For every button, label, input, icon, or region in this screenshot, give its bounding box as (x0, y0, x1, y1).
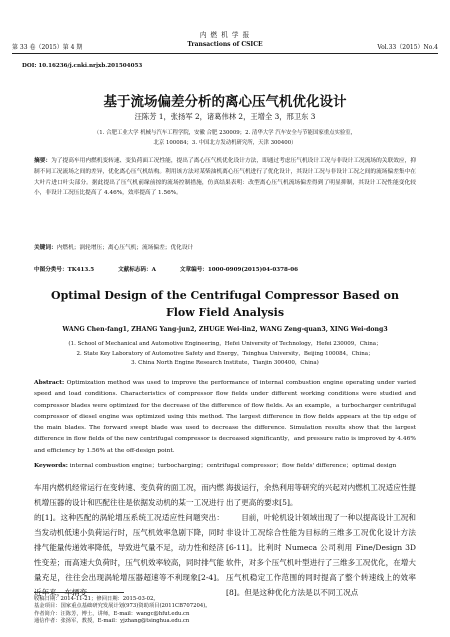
body-column-right: 海拔运行，余热利用等研究的兴起对内燃机工况适应性提出了更高的要求[5]。 目前，叶轮机设计领域出现了一种以提高设计工况和非设计工况综合性能为目标的三维多工况优化设计方法[6-11]。比利时 Numeca 公司利用 Fine/Design 3D 软件，对多个压气机叶型进行了三维多工况优化，在增大压气机稳定工作范围的同时提高了整个转速线上的效率[8]。但是这种优化方法是以不同工况点 (226, 483, 416, 597)
journal-volume-left: 第 33 卷（2015）第 4 期 (12, 44, 83, 51)
abstract-en (34, 377, 416, 457)
keywords-en (34, 460, 416, 472)
affiliation-en-line: 2. State Key Laboratory of Automotive Safety and Energy，Tsinghua University，Beijing 100084，China； (76, 350, 374, 357)
title-cn: 基于流场偏差分析的离心压气机优化设计 (103, 94, 347, 110)
header-rule (12, 53, 438, 54)
abstract-en-text: Optimization method was used to improve the performance of internal combustion engine operating under varied speed and load conditions. Characteristics of compressor flow fields under different working conditions were studied and compressor blades were optimized for the decrease of the difference of flow fields. As an example，a turbocharger centrifugal compressor of diesel engine was optimized using this method. The largest difference in flow fields appears at the tip edge of the main blades. The forward swept blade was used to decrease the difference. Simulation results show that the largest difference in flow fields of the new centrifugal compressor is decreased significantly，and pressure ratio is improved by 4.46% and efficiency by 1.56% at the off-design point. (34, 380, 416, 454)
journal-title-cn: 内 燃 机 学 报 (199, 31, 251, 39)
title-en-line: Flow Field Analysis (165, 306, 285, 319)
abstract-cn (34, 156, 416, 199)
footnote-received: 收稿日期：2014-11-21；修回日期：2015-03-02。 (34, 596, 159, 602)
keywords-cn-label: 关键词： (34, 245, 57, 251)
footnotes (34, 596, 416, 626)
keywords-en-text: internal combustion engine；turbocharging；centrifugal compressor；flow fields' difference；optimal design (69, 463, 397, 469)
abstract-en-label: Abstract: (34, 379, 65, 386)
footnote-author: 作者简介：汪陈芳，博士，讲师，E-mail：wangc@hfut.edu.cn (34, 610, 190, 617)
affiliations-en (30, 340, 420, 369)
keywords-cn (34, 243, 416, 254)
classification-meta (34, 265, 320, 273)
doi: DOI: 10.16236/j.cnki.nrjxb.201504053 (22, 63, 143, 69)
title-en-line: Optimal Design of the Centrifugal Compressor Based on (51, 289, 399, 302)
abstract-cn-label: 摘要： (34, 158, 52, 164)
affiliation-en-line: 3. China North Engine Research Institute，Tianjin 300400，China) (131, 360, 319, 367)
title-en (0, 287, 450, 321)
affiliation-cn-line: 北京 100084；3. 中国北方发动机研究所，天津 300400） (153, 139, 297, 146)
abstract-cn-text: 为了提高车用内燃机变转速、变负荷面工况性能，提出了离心压气机优化设计方法，即通过考虑压气机设计工况与非设计工况流场的关联效应，抑制不同工况流场之间的差异，优化离心压气机结构。利用该方法对某柴油机离心压气机进行了优化设计，其设计工况与非设计工况之间的流场偏差集中在大叶片进口叶尖部分。据此提出了压气机前缘前掠的流场控制措施，仿真结果表明：改型离心压气机流场偏差得到了明显抑制，其设计工况性能变化较小，非设计工况压比提高了 4.46%，效率提高了 1.56%。 (34, 158, 417, 197)
authors-cn: 汪陈芳 1，张扬军 2，诸葛伟林 2，王增全 3，邢卫东 3 (134, 112, 316, 121)
affiliation-en-line: (1. School of Mechanical and Automotive Engineering，Hefei University of Technology，Hefei 230009，China； (68, 341, 382, 347)
footnote-funding: 基金项目：国家重点基础研究发展计划(973)资助项目(2011CB707204)。 (34, 603, 211, 610)
keywords-cn-text: 内燃机；涡轮增压；离心压气机；流场偏差；优化设计 (56, 245, 194, 251)
footnote-rule (34, 592, 124, 593)
journal-volume-right: Vol.33（2015）No.4 (377, 44, 438, 51)
authors-en: WANG Chen-fang1, ZHANG Yang-jun2, ZHUGE Wei-lin2, WANG Zeng-quan3, XING Wei-dong3 (62, 326, 388, 333)
article-number: 文章编号：1000-0909(2015)04-0378-06 (179, 267, 298, 273)
keywords-en-label: Keywords: (34, 462, 68, 469)
clc-number: 中图分类号：TK413.5 (34, 267, 95, 273)
footnote-corresponding: 通信作者：张扬军，教授，E-mail：yjzhang@tsinghua.edu.cn (34, 618, 190, 625)
affiliation-cn-line: （1. 合肥工业大学 机械与汽车工程学院，安徽 合肥 230009；2. 清华大学 汽车安全与节能国家重点实验室， (93, 130, 357, 136)
document-code: 文献标志码：A (118, 267, 156, 273)
journal-title-en: Transactions of CSICE (187, 41, 263, 48)
body-column-left: 车用内燃机经常运行在变转速、变负荷的面工况，而内燃机增压器的设计和匹配往往是依据发动机的某一工况进行的[1]。这种匹配的涡轮增压系统工况适应性问题突出：当发动机低速小负荷运行时，压气机效率急剧下降，同时排气能量传递效率降低，导致进气量不足，动力性和经济性变差；而高速大负荷时，压气机效率较高，同时排气能量充足，往往会出现涡轮增压器超速等不利现象[2-4]。近年来，车辆变 (34, 483, 224, 597)
affiliations-cn (30, 129, 420, 149)
